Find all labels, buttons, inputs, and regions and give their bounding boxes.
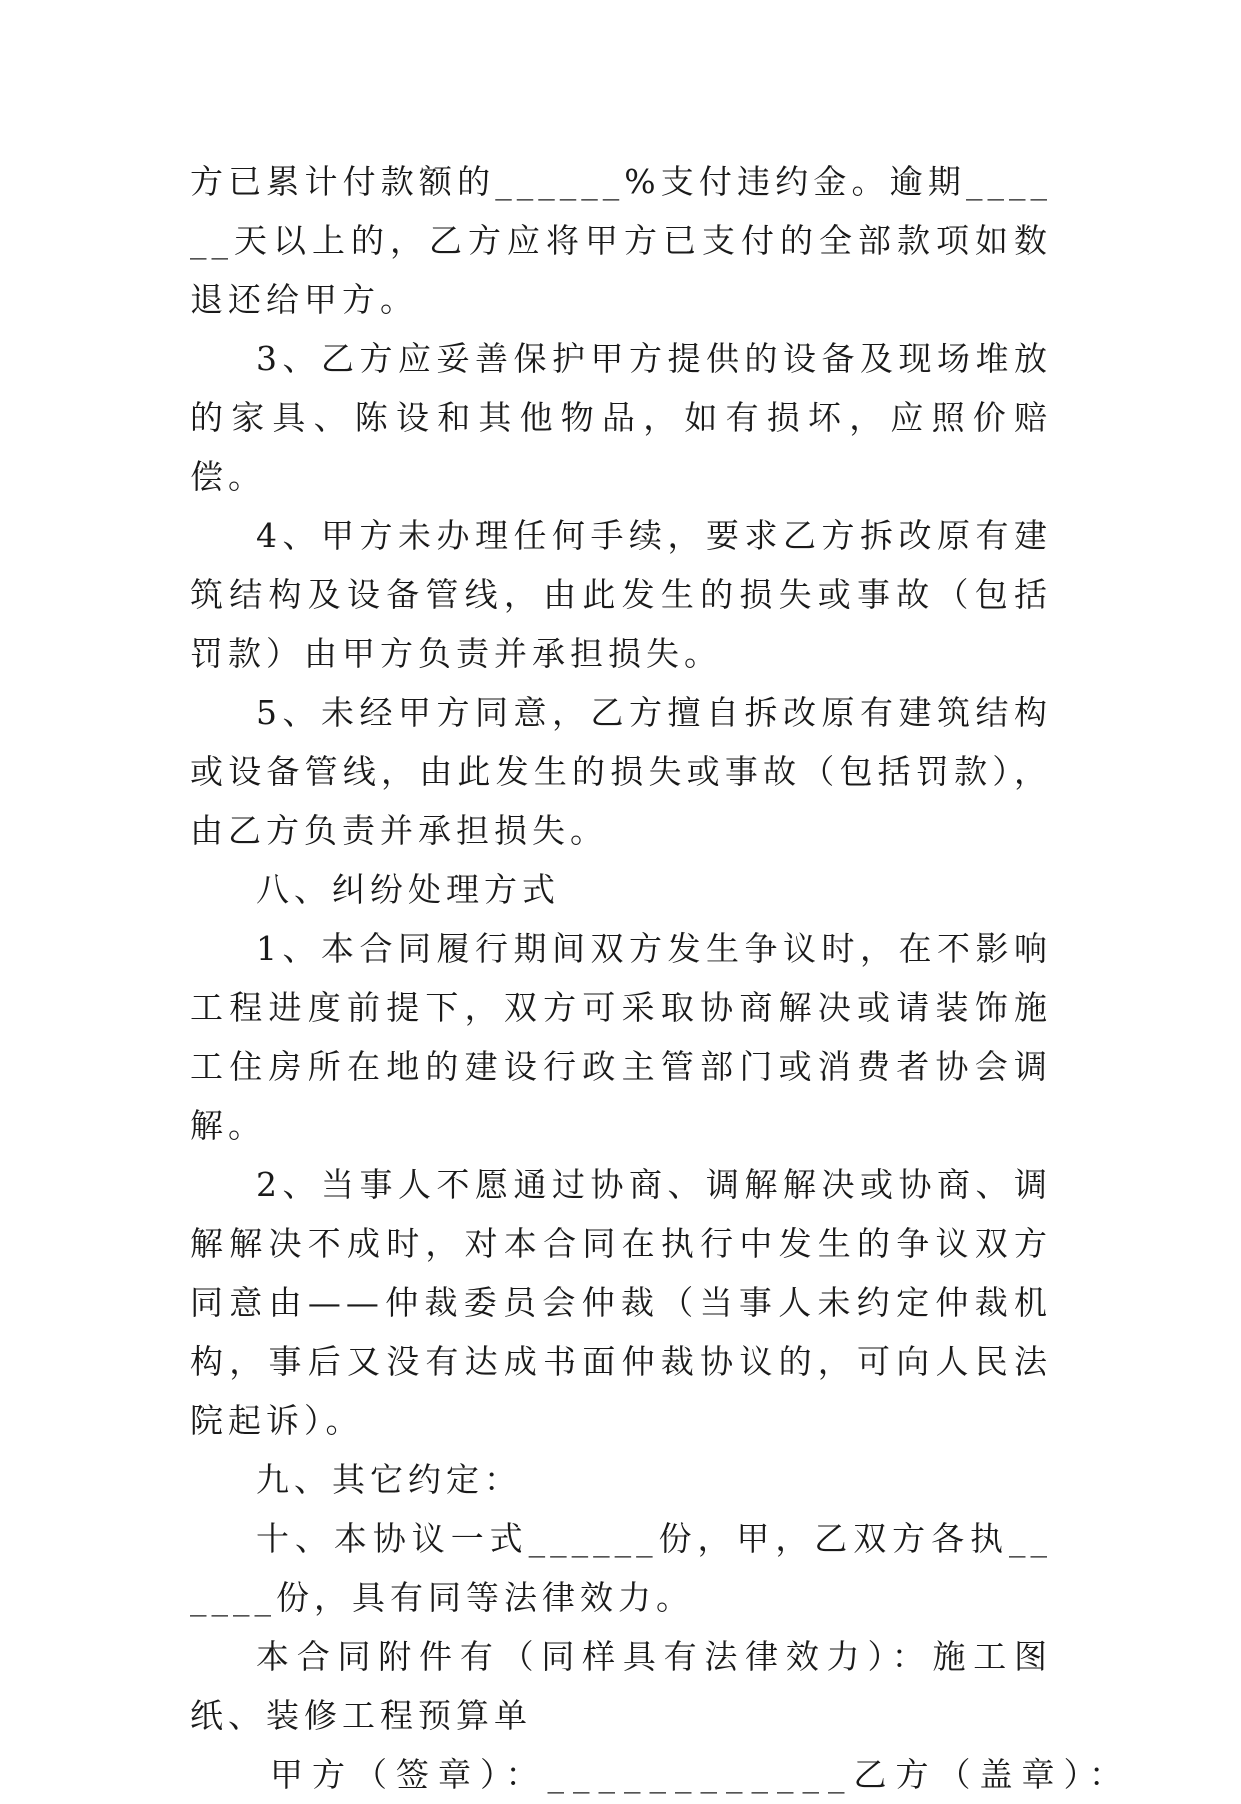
paragraph-clause-5-party-b-alterations: 5、未经甲方同意，乙方擅自拆改原有建筑结构或设备管线，由此发生的损失或事故（包括罚款），由乙方负责并承担损失。	[190, 693, 1052, 850]
paragraph-dispute-clause-2: 2、当事人不愿通过协商、调解解决或协商、调解解决不成时，对本合同在执行中发生的争议双方同意由——仲裁委员会仲裁（当事人未约定仲裁机构，事后又没有达成书面仲裁协议的，可向人民法院起诉）。	[190, 1165, 1052, 1440]
paragraph-clause-3-protect-property: 3、乙方应妥善保护甲方提供的设备及现场堆放的家具、陈设和其他物品，如有损坏，应照价赔偿。	[190, 339, 1052, 496]
section-heading-dispute-resolution: 八、纠纷处理方式	[256, 870, 560, 909]
paragraph-dispute-clause-1: 1、本合同履行期间双方发生争议时，在不影响工程进度前提下，双方可采取协商解决或请装饰施工住房所在地的建设行政主管部门或消费者协会调解。	[190, 929, 1052, 1145]
paragraph-clause-4-party-a-alterations: 4、甲方未办理任何手续，要求乙方拆改原有建筑结构及设备管线，由此发生的损失或事故（包括罚款）由甲方负责并承担损失。	[190, 516, 1052, 673]
paragraph-copies-clause: 十、本协议一式______份，甲，乙双方各执______份，具有同等法律效力。	[190, 1519, 1052, 1617]
paragraph-breach-penalty: 方已累计付款额的______%支付违约金。逾期______天以上的，乙方应将甲方已支付的全部款项如数退还给甲方。	[190, 162, 1052, 319]
section-heading-other-agreements: 九、其它约定：	[256, 1460, 522, 1499]
signature-line: 甲方（签章）：____________乙方（盖章）：	[270, 1755, 1131, 1794]
document-page	[190, 152, 1131, 1804]
paragraph-attachments: 本合同附件有（同样具有法律效力）：施工图纸、装修工程预算单	[190, 1637, 1052, 1735]
